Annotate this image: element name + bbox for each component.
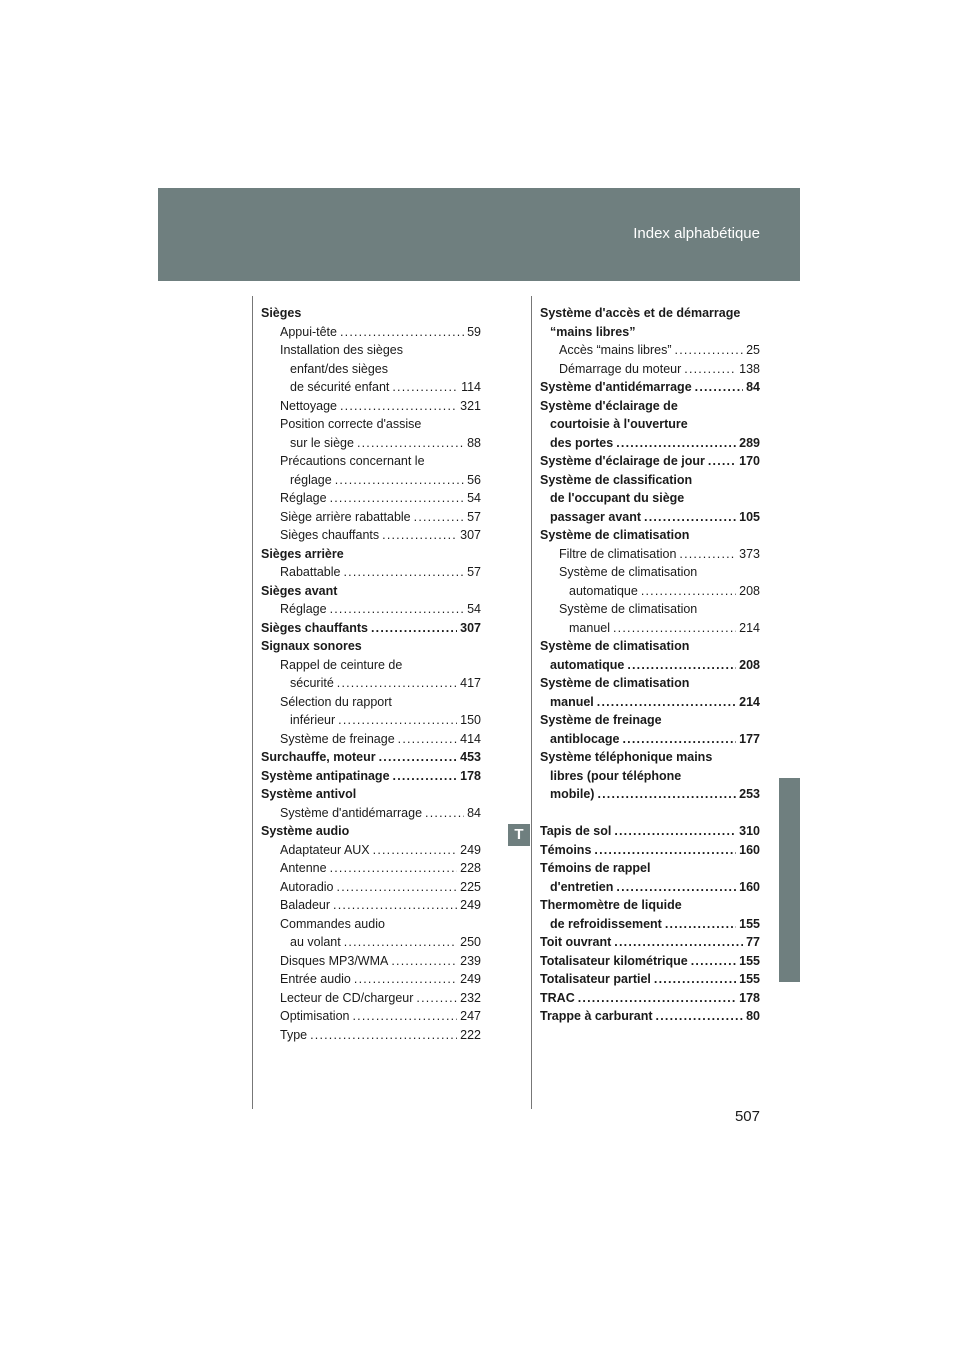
index-entry-label: Position correcte d'assise xyxy=(280,417,422,431)
index-entry-label: Totalisateur kilométrique xyxy=(540,953,688,968)
index-entry xyxy=(261,1007,481,1026)
dot-leader xyxy=(578,989,736,1008)
dot-leader xyxy=(654,970,736,989)
index-entry xyxy=(540,637,760,656)
index-entry xyxy=(540,452,760,471)
index-entry-label: Baladeur xyxy=(280,898,331,912)
dot-leader xyxy=(425,804,464,823)
index-entry-page: 25 xyxy=(746,343,760,357)
index-entry-page: 177 xyxy=(739,731,760,746)
index-entry-label: automatique xyxy=(550,657,625,672)
index-entry-label: libres (pour téléphone xyxy=(550,768,682,783)
index-entry xyxy=(540,415,760,434)
dot-leader xyxy=(393,767,458,786)
dot-leader xyxy=(330,489,465,508)
index-entry xyxy=(540,471,760,490)
index-entry-label: Système de climatisation xyxy=(540,676,690,690)
index-entry-label: Système de freinage xyxy=(540,713,662,727)
index-entry xyxy=(261,859,481,878)
index-entry-page: 84 xyxy=(467,805,481,820)
index-entry xyxy=(261,674,481,693)
index-entry-page: 208 xyxy=(739,583,760,598)
index-entry-label: courtoisie à l'ouverture xyxy=(550,417,688,431)
index-entry xyxy=(261,489,481,508)
index-entry-label: Système de climatisation xyxy=(559,565,698,579)
index-entry-label: de refroidissement xyxy=(550,916,662,931)
index-entry xyxy=(540,915,760,934)
left-column-rule xyxy=(252,296,253,1109)
index-entry-label: Sièges chauffants xyxy=(261,620,368,635)
index-entry-page: 250 xyxy=(460,935,481,949)
index-entry xyxy=(261,600,481,619)
dot-leader xyxy=(354,970,457,989)
index-entry-page: 414 xyxy=(460,731,481,746)
dot-leader xyxy=(352,1007,457,1026)
index-entry-page: 160 xyxy=(739,879,760,894)
index-entry-label: réglage xyxy=(290,472,332,487)
index-entry xyxy=(261,822,481,841)
index-entry xyxy=(261,767,481,786)
index-entry xyxy=(261,952,481,971)
index-entry-page: 214 xyxy=(739,620,760,635)
index-entry-page: 57 xyxy=(467,509,481,524)
dot-leader xyxy=(371,619,457,638)
index-entry-page: 88 xyxy=(467,435,481,450)
dot-leader xyxy=(373,841,457,860)
index-entry-label: Système téléphonique mains xyxy=(540,750,713,764)
dot-leader xyxy=(656,1007,744,1026)
index-entry xyxy=(540,526,760,545)
index-entry-page: 208 xyxy=(739,657,760,672)
index-entry xyxy=(261,915,481,934)
index-entry-page: 289 xyxy=(739,435,760,450)
index-entry xyxy=(540,378,760,397)
dot-leader xyxy=(338,711,457,730)
index-entry-page: 417 xyxy=(460,676,481,690)
index-entry-label: Sièges xyxy=(261,306,302,320)
dot-leader xyxy=(665,915,736,934)
index-entry-page: 232 xyxy=(460,990,481,1005)
index-entry-label: Sièges arrière xyxy=(261,546,344,561)
index-column-right xyxy=(540,304,760,1026)
index-entry-page: 160 xyxy=(739,842,760,857)
index-entry-label: mobile) xyxy=(550,787,595,801)
index-entry-label: Démarrage du moteur xyxy=(559,361,682,376)
index-entry-label: Siège arrière rabattable xyxy=(280,509,411,524)
index-entry xyxy=(540,563,760,582)
index-entry-label: Système de freinage xyxy=(280,731,395,746)
index-entry xyxy=(540,822,760,841)
index-entry-label: d'entretien xyxy=(550,879,614,894)
index-entry-page: 453 xyxy=(460,750,481,764)
index-entry xyxy=(261,582,481,601)
dot-leader xyxy=(333,896,457,915)
index-entry-page: 150 xyxy=(460,713,481,727)
dot-leader xyxy=(594,841,736,860)
page-number: 507 xyxy=(734,1108,760,1125)
dot-leader xyxy=(340,397,457,416)
index-entry xyxy=(540,1007,760,1026)
index-entry xyxy=(540,341,760,360)
index-entry xyxy=(261,397,481,416)
index-entry xyxy=(540,933,760,952)
dot-leader xyxy=(330,859,458,878)
index-entry-page: 170 xyxy=(739,454,760,468)
index-entry-label: Entrée audio xyxy=(280,972,351,986)
index-entry xyxy=(261,878,481,897)
index-entry-label: enfant/des sièges xyxy=(290,361,388,376)
index-entry-label: Système d'éclairage de jour xyxy=(540,454,705,468)
index-entry xyxy=(261,933,481,952)
index-entry-label: manuel xyxy=(569,620,610,635)
index-entry xyxy=(540,674,760,693)
dot-leader xyxy=(597,785,736,804)
index-entry-label: Signaux sonores xyxy=(261,639,362,653)
index-entry-page: 228 xyxy=(460,861,481,875)
dot-leader xyxy=(379,748,458,767)
index-entry xyxy=(540,952,760,971)
index-entry xyxy=(261,748,481,767)
section-title: Index alphabétique xyxy=(633,225,760,242)
index-entry-label: inférieur xyxy=(290,713,336,727)
index-entry-label: Système d'accès et de démarrage xyxy=(540,306,741,320)
index-entry xyxy=(540,582,760,601)
index-entry-label: Sièges avant xyxy=(261,583,338,598)
index-entry-label: Accès “mains libres” xyxy=(559,343,672,357)
dot-leader xyxy=(344,933,457,952)
index-entry-label: Réglage xyxy=(280,602,327,616)
dot-leader xyxy=(616,434,736,453)
index-entry xyxy=(540,619,760,638)
index-entry xyxy=(540,970,760,989)
index-spacer xyxy=(540,804,760,823)
index-entry-page: 84 xyxy=(746,380,760,394)
index-entry-page: 214 xyxy=(739,694,760,709)
index-entry-label: Système d'antidémarrage xyxy=(540,380,692,394)
index-entry xyxy=(261,304,481,323)
index-entry xyxy=(261,471,481,490)
index-entry xyxy=(261,526,481,545)
dot-leader xyxy=(398,730,457,749)
index-entry-label: des portes xyxy=(550,435,614,450)
index-entry xyxy=(261,970,481,989)
dot-leader xyxy=(414,508,464,527)
index-entry-label: manuel xyxy=(550,694,594,709)
index-entry-page: 155 xyxy=(739,916,760,931)
dot-leader xyxy=(675,341,744,360)
index-entry-page: 77 xyxy=(746,935,760,949)
dot-leader xyxy=(337,878,458,897)
index-entry-page: 253 xyxy=(739,787,760,801)
index-entry-label: Commandes audio xyxy=(280,916,385,931)
index-entry-page: 307 xyxy=(460,620,481,635)
index-entry-page: 249 xyxy=(460,898,481,912)
index-entry-page: 80 xyxy=(746,1009,760,1023)
index-entry xyxy=(540,545,760,564)
dot-leader xyxy=(337,674,457,693)
index-entry xyxy=(540,656,760,675)
index-entry-label: passager avant xyxy=(550,509,642,524)
index-entry-page: 222 xyxy=(460,1027,481,1042)
index-entry-page: 105 xyxy=(739,509,760,524)
index-entry xyxy=(261,693,481,712)
index-entry xyxy=(540,397,760,416)
index-entry xyxy=(261,545,481,564)
index-entry-label: Tapis de sol xyxy=(540,824,612,838)
index-entry-label: Toit ouvrant xyxy=(540,935,612,949)
header-band xyxy=(158,188,800,281)
index-entry-label: Thermomètre de liquide xyxy=(540,898,682,912)
index-entry xyxy=(540,859,760,878)
index-entry-page: 54 xyxy=(467,602,481,616)
index-entry-label: Système antivol xyxy=(261,787,357,801)
index-entry xyxy=(540,896,760,915)
index-entry xyxy=(261,378,481,397)
dot-leader xyxy=(691,952,736,971)
dot-leader xyxy=(335,471,464,490)
index-entry-label: antiblocage xyxy=(550,731,620,746)
index-entry xyxy=(540,508,760,527)
index-entry-label: Lecteur de CD/chargeur xyxy=(280,990,414,1005)
index-entry xyxy=(540,434,760,453)
index-column-left xyxy=(261,304,481,1044)
index-entry xyxy=(261,508,481,527)
index-entry xyxy=(540,711,760,730)
index-entry xyxy=(261,619,481,638)
index-entry-label: Sièges chauffants xyxy=(280,528,380,542)
index-entry-label: Système d'éclairage de xyxy=(540,398,678,413)
dot-leader xyxy=(708,452,736,471)
index-entry-label: Surchauffe, moteur xyxy=(261,750,376,764)
index-entry-label: “mains libres” xyxy=(550,324,636,339)
index-entry xyxy=(261,730,481,749)
index-entry xyxy=(540,730,760,749)
dot-leader xyxy=(391,952,457,971)
dot-leader xyxy=(392,378,458,397)
dot-leader xyxy=(613,619,736,638)
index-entry xyxy=(540,323,760,342)
index-entry-label: Trappe à carburant xyxy=(540,1009,653,1023)
index-entry xyxy=(261,804,481,823)
dot-leader xyxy=(357,434,464,453)
index-entry-page: 247 xyxy=(460,1009,481,1023)
dot-leader xyxy=(382,526,457,545)
index-entry-label: au volant xyxy=(290,935,341,949)
index-entry xyxy=(261,711,481,730)
index-entry xyxy=(540,489,760,508)
index-entry xyxy=(540,304,760,323)
index-entry-label: Disques MP3/WMA xyxy=(280,953,389,968)
dot-leader xyxy=(310,1026,457,1045)
index-entry-page: 155 xyxy=(739,953,760,968)
index-entry xyxy=(261,841,481,860)
dot-leader xyxy=(340,323,464,342)
index-entry-page: 138 xyxy=(739,361,760,376)
dot-leader xyxy=(644,508,736,527)
dot-leader xyxy=(330,600,465,619)
index-entry xyxy=(261,360,481,379)
index-entry xyxy=(261,415,481,434)
index-entry-page: 59 xyxy=(467,324,481,339)
index-entry-page: 307 xyxy=(460,528,481,542)
index-entry xyxy=(261,896,481,915)
middle-column-rule xyxy=(531,296,532,1109)
index-entry-label: Optimisation xyxy=(280,1009,350,1023)
dot-leader xyxy=(614,933,743,952)
index-entry xyxy=(261,989,481,1008)
dot-leader xyxy=(641,582,736,601)
index-entry xyxy=(540,748,760,767)
index-entry-label: Rappel de ceinture de xyxy=(280,657,403,672)
index-entry-label: Précautions concernant le xyxy=(280,454,425,468)
index-entry-page: 178 xyxy=(460,768,481,783)
index-entry-label: Réglage xyxy=(280,491,327,505)
index-entry-label: Filtre de climatisation xyxy=(559,546,677,561)
index-entry xyxy=(540,989,760,1008)
dot-leader xyxy=(614,822,736,841)
index-entry xyxy=(540,360,760,379)
index-entry-page: 310 xyxy=(739,824,760,838)
dot-leader xyxy=(343,563,464,582)
index-entry-page: 249 xyxy=(460,842,481,857)
dot-leader xyxy=(695,378,743,397)
index-entry-page: 114 xyxy=(461,380,481,394)
index-entry-label: Système d'antidémarrage xyxy=(280,805,423,820)
dot-leader xyxy=(684,360,736,379)
index-entry xyxy=(261,563,481,582)
index-entry xyxy=(261,341,481,360)
index-entry-label: Système de climatisation xyxy=(559,602,698,616)
dot-leader xyxy=(416,989,457,1008)
index-entry-page: 321 xyxy=(460,398,481,413)
index-entry-label: de sécurité enfant xyxy=(290,380,390,394)
index-entry-label: Nettoyage xyxy=(280,398,337,413)
index-entry-page: 155 xyxy=(739,972,760,986)
index-entry xyxy=(261,637,481,656)
index-entry-label: Témoins xyxy=(540,842,592,857)
index-entry xyxy=(261,434,481,453)
index-entry-label: automatique xyxy=(569,583,638,598)
dot-leader xyxy=(597,693,736,712)
index-entry-label: sécurité xyxy=(290,676,334,690)
index-entry-page: 225 xyxy=(460,879,481,894)
index-entry-page: 239 xyxy=(460,953,481,968)
dot-leader xyxy=(679,545,736,564)
index-entry-label: Type xyxy=(280,1027,308,1042)
index-entry xyxy=(261,656,481,675)
index-entry-page: 57 xyxy=(467,565,481,579)
index-entry-label: Adaptateur AUX xyxy=(280,842,370,857)
index-entry-label: Rabattable xyxy=(280,565,341,579)
index-entry-label: Autoradio xyxy=(280,879,334,894)
index-entry-label: sur le siège xyxy=(290,435,354,450)
index-entry xyxy=(261,1026,481,1045)
index-entry xyxy=(540,878,760,897)
index-entry-label: Antenne xyxy=(280,861,327,875)
index-entry xyxy=(540,841,760,860)
index-entry-label: Appui-tête xyxy=(280,324,337,339)
letter-tab: T xyxy=(508,824,530,846)
index-entry-label: Totalisateur partiel xyxy=(540,972,651,986)
index-entry xyxy=(540,767,760,786)
index-entry-page: 178 xyxy=(739,990,760,1005)
index-entry xyxy=(261,785,481,804)
index-entry-page: 56 xyxy=(467,472,481,487)
index-entry xyxy=(261,452,481,471)
section-side-tab xyxy=(779,778,800,982)
index-entry-label: Sélection du rapport xyxy=(280,694,392,709)
index-entry xyxy=(540,785,760,804)
dot-leader xyxy=(616,878,736,897)
index-entry-page: 373 xyxy=(739,546,760,561)
index-entry-label: Système de climatisation xyxy=(540,639,690,653)
index-entry xyxy=(261,323,481,342)
dot-leader xyxy=(622,730,736,749)
index-entry-label: Témoins de rappel xyxy=(540,861,651,875)
index-entry-label: Système antipatinage xyxy=(261,768,390,783)
index-entry-label: TRAC xyxy=(540,990,575,1005)
index-entry-label: Installation des sièges xyxy=(280,343,403,357)
dot-leader xyxy=(627,656,736,675)
index-entry xyxy=(540,600,760,619)
index-entry-label: Système de classification xyxy=(540,472,693,487)
index-entry-page: 54 xyxy=(467,491,481,505)
index-entry-page: 249 xyxy=(460,972,481,986)
index-entry-label: de l'occupant du siège xyxy=(550,491,685,505)
index-entry-label: Système de climatisation xyxy=(540,528,690,542)
index-entry-label: Système audio xyxy=(261,824,350,838)
index-entry xyxy=(540,693,760,712)
